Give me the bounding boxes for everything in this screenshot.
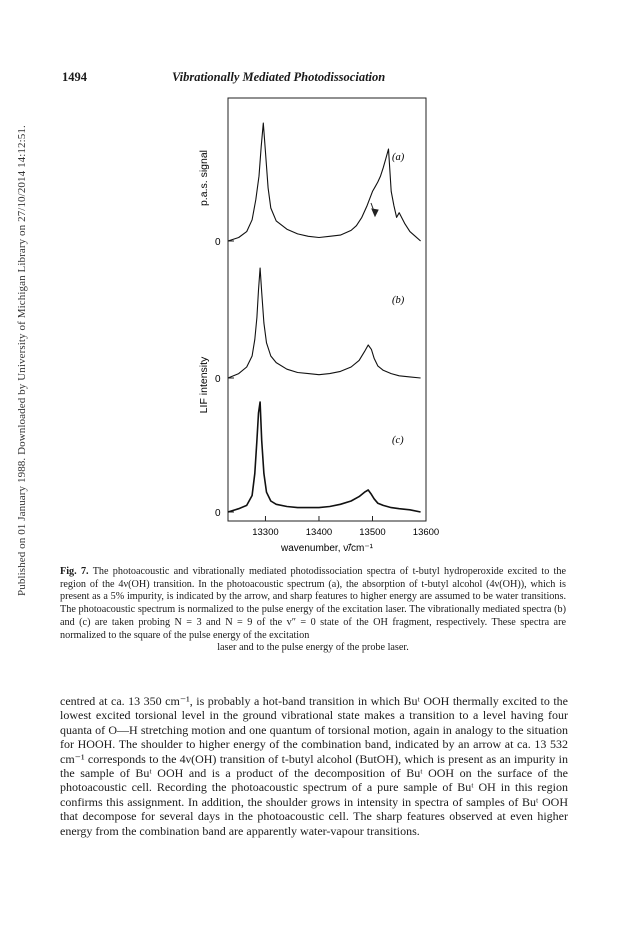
- figure-caption: [60, 566, 566, 655]
- caption-label: Fig. 7.: [60, 566, 89, 577]
- zero-label-c: 0: [215, 508, 221, 519]
- spectrum-line-a: [228, 123, 421, 241]
- zero-label-a: 0: [215, 237, 221, 248]
- body-paragraph: centred at ca. 13 350 cm⁻¹, is probably a hot-band transition in which Buᵗ OOH thermally excited to the lowest excited torsional level in the ground vibrational state makes a transition to a level having four quanta of O—H stretching motion and one quantum of torsional motion, again in analogy to the situation for HOOH. The shoulder to higher energy of the combination band, indicated by an arrow at ca. 13 532 cm⁻¹ corresponds to the 4ν(OH) transition of t-butyl alcohol (ButOH), which is present as an impurity in the sample of Buᵗ OOH and is a product of the decomposition of Buᵗ OOH on the surface of the photoacoustic cell. Recording the photoacoustic spectrum of a pure sample of Buᵗ OH in this region confirms this assignment. In addition, the shoulder grows in intensity in spectra of samples of Buᵗ OOH that decompose for several days in the photoacoustic cell. The sharp features observed at even higher energy from the combination band are apparently water-vapour transitions.: [60, 694, 568, 838]
- x-tick-label-13500: 13500: [359, 527, 386, 538]
- caption-text: The photoacoustic and vibrationally mediated photodissociation spectra of t-butyl hydroperoxide excited to the region of the 4ν(OH) transition. In the photoacoustic spectrum (a), the absorption of t-butyl alcohol (4ν(OH)), which is present as a 5% impurity, is indicated by the arrow, and sharp features to higher energy are assumed to be water transitions. The photoacoustic spectrum is normalized to the pulse energy of the excitation laser. The vibrationally mediated spectra (b) and (c) are taken probing N = 3 and N = 9 of the v″ = 0 state of the OH fragment, respectively. These spectra are normalized to the square of the pulse energy of the excitation: [60, 566, 566, 641]
- panel-label-b: (b): [392, 295, 405, 306]
- ylabel-pas-signal: p.a.s. signal: [198, 149, 210, 207]
- impurity-arrow: [371, 203, 378, 216]
- page-number: 1494: [62, 70, 87, 84]
- spectrum-line-b: [228, 268, 421, 378]
- x-tick-label-13400: 13400: [305, 527, 333, 538]
- caption-last-line: laser and to the pulse energy of the probe laser.: [217, 642, 409, 654]
- x-axis-label: wavenumber, ν̃/cm⁻¹: [281, 543, 373, 554]
- ylabel-lif-intensity: LIF intensity: [198, 356, 210, 414]
- panel-label-c: (c): [392, 435, 404, 446]
- spectrum-line-c: [228, 402, 421, 512]
- panel-label-a: (a): [392, 152, 405, 163]
- x-tick-label-13300: 13300: [252, 527, 279, 538]
- x-tick-label-13600: 13600: [412, 527, 440, 538]
- zero-label-b: 0: [215, 374, 221, 385]
- running-title: Vibrationally Mediated Photodissociation: [172, 70, 386, 84]
- download-notice: Published on 01 January 1988. Downloaded by University of Michigan Library on 27/10/2014 14:12:51.: [16, 125, 28, 596]
